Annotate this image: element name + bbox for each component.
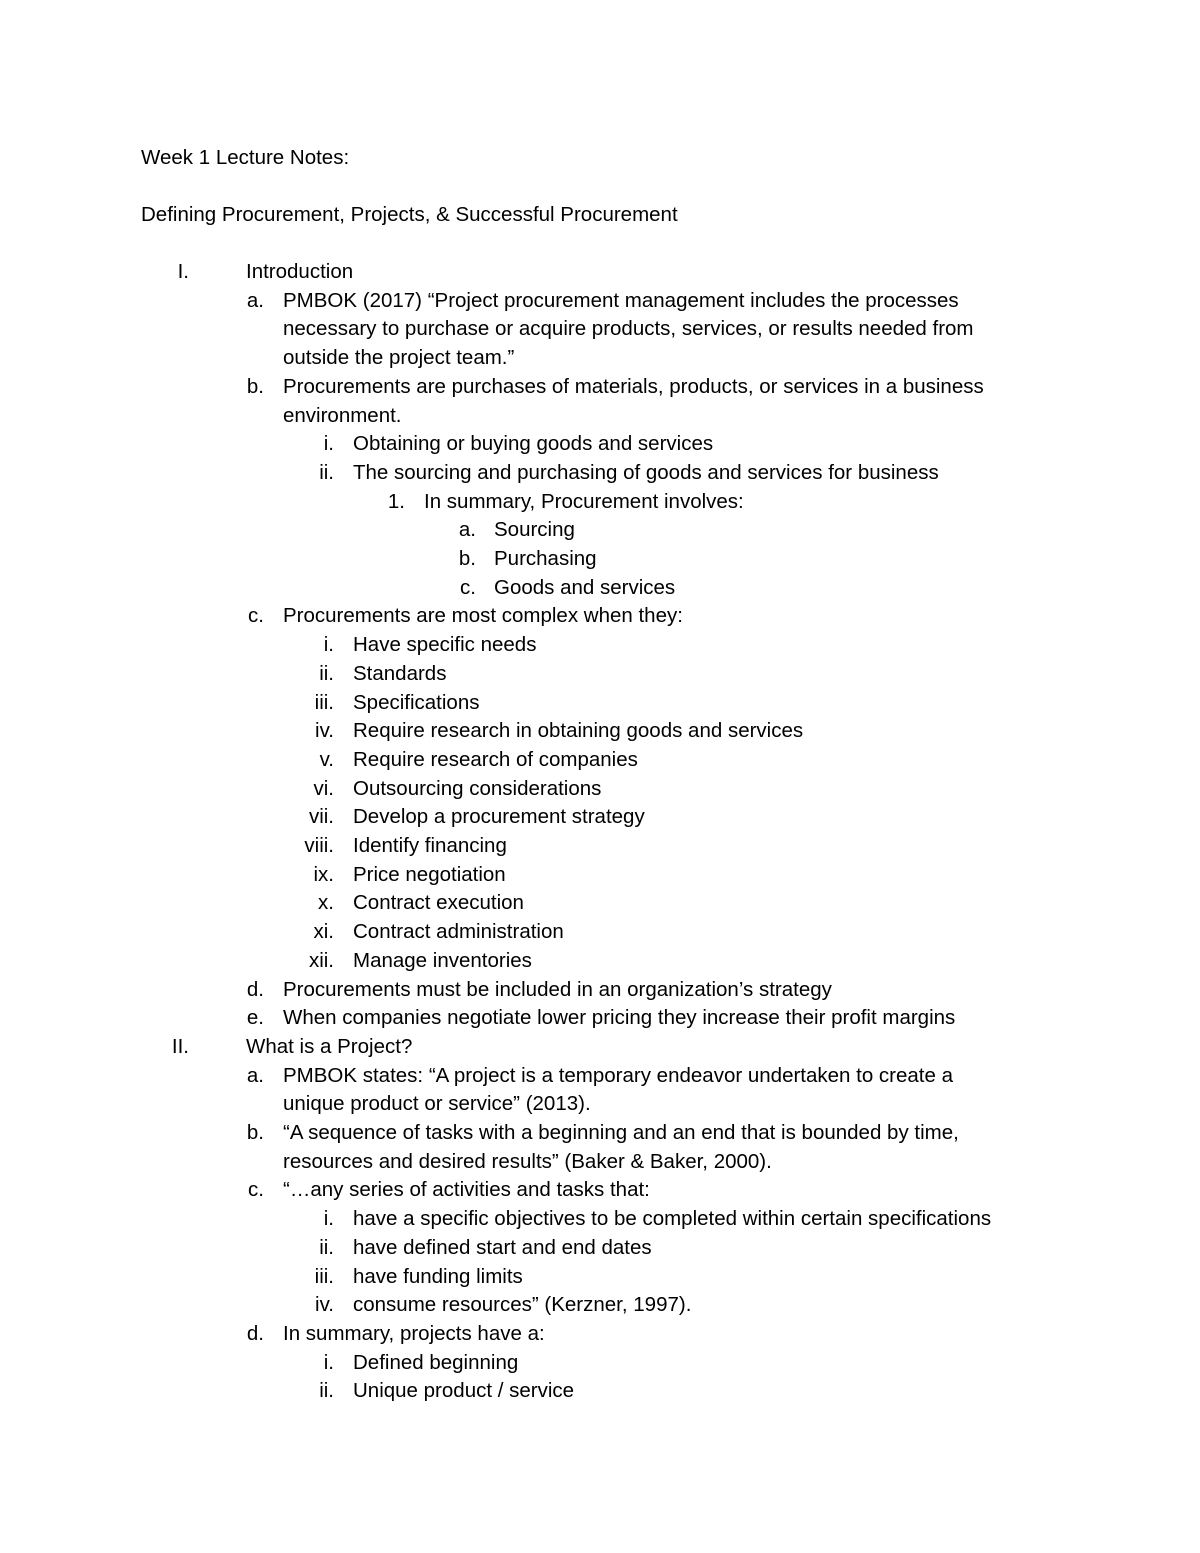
sub-item-marker: iii.: [314, 1264, 334, 1288]
summary-item-text: Goods and services: [494, 575, 676, 599]
sub-item-text: Obtaining or buying goods and services: [353, 432, 714, 456]
sub-item-text: Develop a procurement strategy: [353, 805, 645, 829]
sub-item-text: have a specific objectives to be completed within certain specifications: [353, 1207, 992, 1231]
sub-item-text: have funding limits: [353, 1264, 523, 1288]
sub-item-marker: i.: [323, 633, 334, 657]
list-item-marker: e.: [246, 1006, 264, 1030]
section-marker: II.: [171, 1034, 189, 1058]
list-item-marker: d.: [246, 977, 264, 1001]
sub-item-text: consume resources” (Kerzner, 1997).: [353, 1293, 692, 1317]
sub-item-marker: iii.: [314, 690, 334, 714]
sub-item-text: Require research of companies: [353, 747, 638, 771]
sub-item-marker: viii.: [304, 834, 334, 857]
sub-item-marker: ii.: [319, 1235, 334, 1259]
list-item-text: “A sequence of tasks with a beginning and an end that is bounded by time,: [283, 1121, 959, 1144]
sub-item-text: Contract administration: [353, 920, 564, 944]
summary-marker: 1.: [387, 489, 405, 513]
section-heading: Introduction: [246, 260, 354, 283]
summary-item-text: Sourcing: [494, 518, 575, 542]
list-item-marker: b.: [246, 1121, 264, 1144]
sub-item-text: Have specific needs: [353, 633, 537, 657]
sub-item-marker: iv.: [315, 1293, 334, 1317]
document-subtitle: Defining Procurement, Projects, & Successful Procurement: [141, 203, 678, 226]
summary-text: In summary, Procurement involves:: [424, 489, 744, 513]
list-item-text: resources and desired results” (Baker & Baker, 2000).: [283, 1149, 772, 1173]
sub-item-marker: i.: [323, 1207, 334, 1231]
sub-item-text: Standards: [353, 661, 447, 685]
list-item-text: PMBOK states: “A project is a temporary endeavor undertaken to create a: [283, 1063, 954, 1087]
sub-item-marker: x.: [318, 891, 334, 915]
sub-item-marker: ii.: [319, 661, 334, 685]
sub-item-text: have defined start and end dates: [353, 1235, 652, 1259]
sub-item-text: Unique product / service: [353, 1379, 575, 1403]
sub-item-text: Price negotiation: [353, 862, 506, 886]
sub-item-text: The sourcing and purchasing of goods and services for business: [353, 460, 939, 484]
sub-item-text: Manage inventories: [353, 948, 532, 972]
list-item-text: Procurements are purchases of materials, products, or services in a business: [283, 374, 984, 398]
summary-item-marker: c.: [460, 575, 476, 599]
document-title: Week 1 Lecture Notes:: [141, 146, 350, 169]
list-item-text: necessary to purchase or acquire products, services, or results needed from: [283, 317, 974, 341]
section-heading: What is a Project?: [246, 1034, 413, 1058]
sub-item-marker: xii.: [308, 948, 334, 972]
list-item-marker: a.: [246, 1063, 264, 1087]
sub-item-marker: v.: [319, 747, 334, 771]
sub-item-text: Outsourcing considerations: [353, 776, 602, 800]
sub-item-marker: i.: [323, 432, 334, 456]
list-item-text: In summary, projects have a:: [283, 1321, 545, 1345]
list-item-text: When companies negotiate lower pricing they increase their profit margins: [283, 1006, 956, 1030]
summary-item-marker: b.: [458, 547, 476, 570]
list-item-marker: d.: [246, 1321, 264, 1345]
sub-item-text: Specifications: [353, 690, 480, 714]
summary-item-marker: a.: [458, 518, 476, 542]
list-item-text: PMBOK (2017) “Project procurement management includes the processes: [283, 288, 959, 312]
sub-item-marker: vi.: [313, 776, 334, 800]
sub-item-marker: ii.: [319, 1379, 334, 1403]
sub-item-text: Defined beginning: [353, 1350, 519, 1374]
sub-item-marker: xi.: [313, 920, 334, 944]
list-item-text: Procurements must be included in an organization’s strategy: [283, 977, 832, 1001]
list-item-text: environment.: [283, 403, 402, 427]
sub-item-text: Identify financing: [353, 834, 507, 857]
list-item-text: unique product or service” (2013).: [283, 1092, 591, 1116]
sub-item-marker: iv.: [315, 719, 334, 743]
list-item-marker: c.: [248, 1178, 264, 1202]
list-item-marker: c.: [248, 604, 264, 628]
sub-item-marker: ii.: [319, 460, 334, 484]
section-marker: I.: [177, 260, 189, 283]
summary-item-text: Purchasing: [494, 547, 597, 570]
sub-item-marker: i.: [323, 1350, 334, 1374]
list-item-marker: b.: [246, 374, 264, 398]
list-item-text: Procurements are most complex when they:: [283, 604, 683, 628]
list-item-text: “…any series of activities and tasks that:: [283, 1178, 650, 1202]
sub-item-text: Require research in obtaining goods and services: [353, 719, 804, 743]
sub-item-marker: ix.: [313, 862, 334, 886]
list-item-marker: a.: [246, 288, 264, 312]
sub-item-text: Contract execution: [353, 891, 524, 915]
sub-item-marker: vii.: [308, 805, 334, 829]
list-item-text: outside the project team.”: [283, 346, 515, 370]
